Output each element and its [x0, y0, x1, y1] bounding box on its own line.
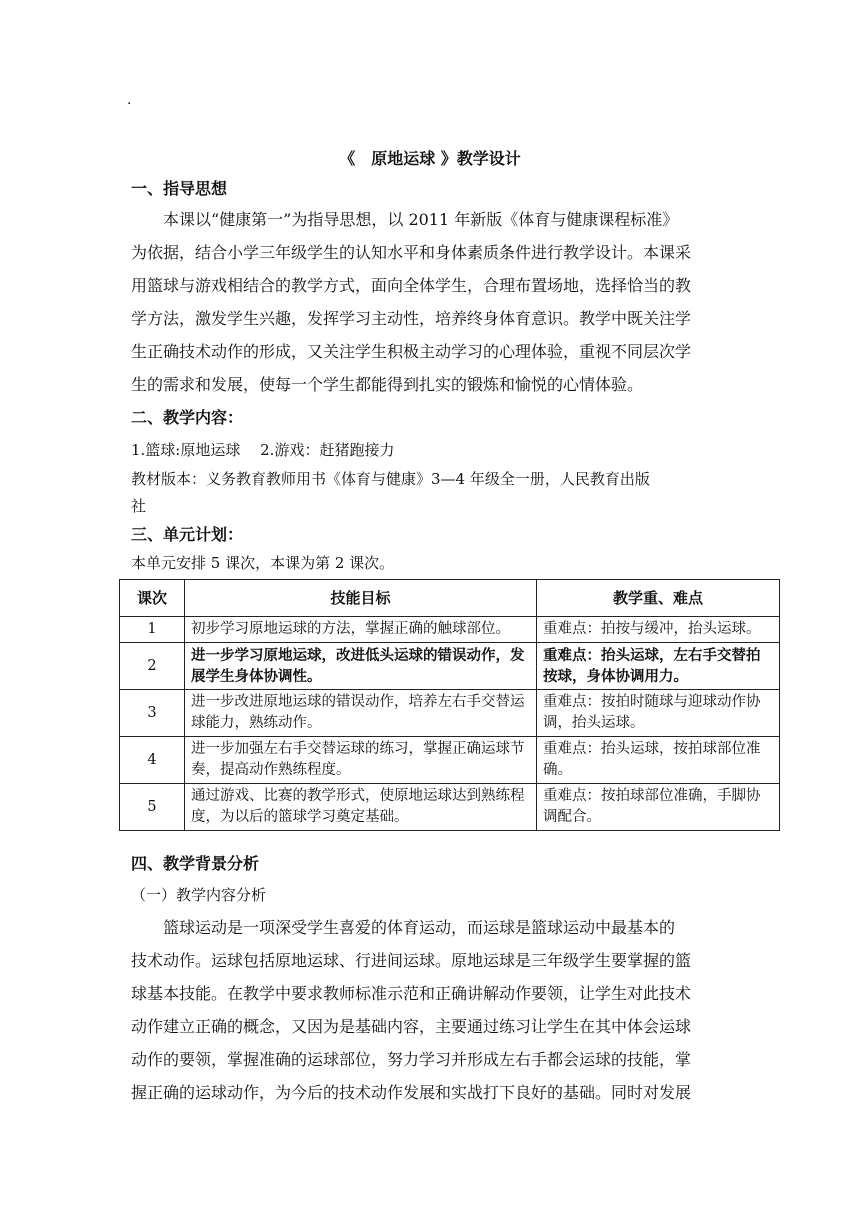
skill-goal: 进一步加强左右手交替运球的练习，掌握正确运球节奏，提高动作熟练程度。 — [185, 737, 537, 784]
paragraph-line: 球基本技能。在教学中要求教师标准示范和正确讲解动作要领，让学生对此技术 — [131, 984, 692, 1003]
unit-plan-table — [119, 579, 780, 831]
section-2-content: 1.篮球:原地运球 2.游戏：赶猪跑接力 — [131, 441, 395, 459]
table-row — [120, 617, 780, 643]
paragraph-line: 用篮球与游戏相结合的教学方式，面向全体学生，合理布置场地，选择恰当的教 — [131, 276, 692, 295]
skill-goal: 初步学习原地运球的方法，掌握正确的触球部位。 — [185, 617, 537, 643]
table-row — [120, 643, 780, 690]
table-row — [120, 737, 780, 784]
document-title: 《 原地运球 》教学设计 — [339, 149, 521, 168]
lesson-number: 5 — [120, 784, 185, 831]
paragraph-line: 本课以“健康第一”为指导思想，以 2011 年新版《体育与健康课程标准》 — [163, 210, 679, 229]
section-2-heading: 二、教学内容： — [131, 408, 244, 427]
paragraph-line: 为依据，结合小学三年级学生的认知水平和身体素质条件进行教学设计。本课采 — [131, 243, 692, 262]
lesson-number: 4 — [120, 737, 185, 784]
header-key-points: 教学重、难点 — [537, 580, 780, 617]
table-row — [120, 690, 780, 737]
lesson-number: 1 — [120, 617, 185, 643]
section-4-subheading: （一）教学内容分析 — [131, 886, 267, 904]
paragraph-line: 动作建立正确的概念，又因为是基础内容，主要通过练习让学生在其中体会运球 — [131, 1017, 692, 1036]
section-1-heading: 一、指导思想 — [131, 179, 228, 198]
header-mark: . — [127, 92, 132, 108]
skill-goal: 进一步改进原地运球的错误动作，培养左右手交替运球能力，熟练动作。 — [185, 690, 537, 737]
section-2-edition-line: 教材版本：义务教育教师用书《体育与健康》3—4 年级全一册，人民教育出版 — [131, 470, 650, 488]
section-4-heading: 四、教学背景分析 — [131, 854, 260, 873]
section-3-intro: 本单元安排 5 课次，本课为第 2 课次。 — [131, 554, 395, 572]
paragraph-line: 生的需求和发展，使每一个学生都能得到扎实的锻炼和愉悦的心情体验。 — [131, 375, 644, 394]
key-points: 重难点：抬头运球，左右手交替拍按球，身体协调用力。 — [537, 643, 780, 690]
section-4-paragraph — [131, 911, 731, 1109]
header-lesson: 课次 — [120, 580, 185, 617]
section-1-paragraph — [131, 203, 731, 401]
section-3-heading: 三、单元计划： — [131, 525, 244, 544]
key-points: 重难点：按拍时随球与迎球动作协调，抬头运球。 — [537, 690, 780, 737]
paragraph-line: 生正确技术动作的形成，又关注学生积极主动学习的心理体验，重视不同层次学 — [131, 342, 692, 361]
key-points: 重难点：拍按与缓冲，抬头运球。 — [537, 617, 780, 643]
table-header-row — [120, 580, 780, 617]
paragraph-line: 篮球运动是一项深受学生喜爱的体育运动，而运球是篮球运动中最基本的 — [163, 918, 676, 937]
lesson-number: 2 — [120, 643, 185, 690]
key-points: 重难点：按拍球部位准确，手脚协调配合。 — [537, 784, 780, 831]
section-2-edition-line: 社 — [131, 497, 147, 515]
paragraph-line: 握正确的运球动作，为今后的技术动作发展和实战打下良好的基础。同时对发展 — [131, 1083, 692, 1102]
key-points: 重难点：抬头运球，按拍球部位准确。 — [537, 737, 780, 784]
skill-goal: 通过游戏、比赛的教学形式，使原地运球达到熟练程度，为以后的篮球学习奠定基础。 — [185, 784, 537, 831]
header-skill-goal: 技能目标 — [185, 580, 537, 617]
paragraph-line: 学方法，激发学生兴趣，发挥学习主动性，培养终身体育意识。教学中既关注学 — [131, 309, 692, 328]
paragraph-line: 动作的要领，掌握准确的运球部位，努力学习并形成左右手都会运球的技能，掌 — [131, 1050, 692, 1069]
paragraph-line: 技术动作。运球包括原地运球、行进间运球。原地运球是三年级学生要掌握的篮 — [131, 951, 692, 970]
skill-goal: 进一步学习原地运球，改进低头运球的错误动作，发展学生身体协调性。 — [185, 643, 537, 690]
table-row — [120, 784, 780, 831]
lesson-number: 3 — [120, 690, 185, 737]
